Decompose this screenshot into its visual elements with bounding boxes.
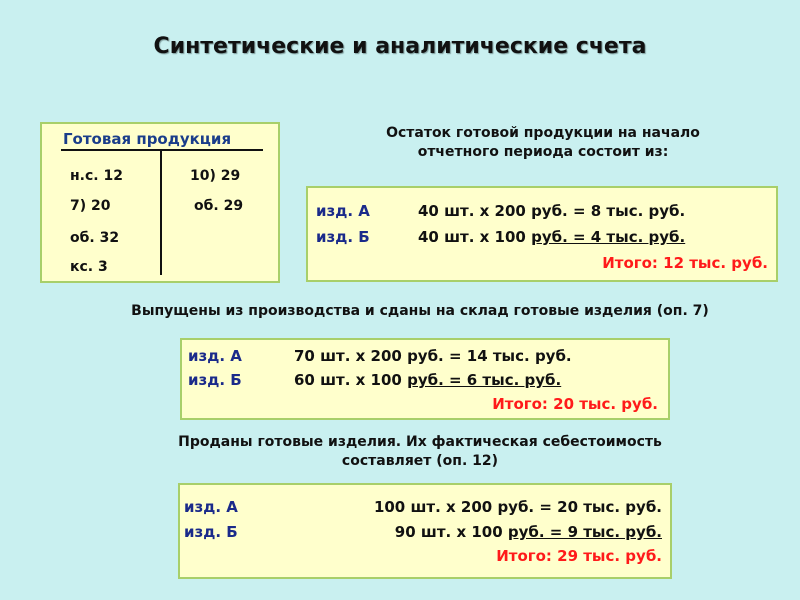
product-label: изд. Б	[184, 523, 238, 541]
product-label: изд. А	[184, 498, 238, 516]
sold-box	[178, 483, 672, 579]
calc-text-underlined: руб. = 6 тыс. руб.	[407, 371, 562, 389]
sold-total: Итого: 29 тыс. руб.	[496, 547, 662, 565]
opening-row-a-calc	[418, 202, 685, 220]
sold-row-a-calc	[374, 498, 662, 516]
t-account-box	[40, 122, 280, 283]
calc-text: 40 шт. х 100	[418, 228, 532, 246]
sold-caption	[100, 433, 740, 471]
produced-row-a-calc	[294, 347, 572, 365]
opening-caption	[318, 124, 768, 162]
sold-row-b	[184, 523, 238, 541]
t-account-debit-entry: н.с. 12	[70, 168, 123, 184]
product-label: изд. Б	[316, 228, 370, 246]
calc-text-underlined: руб. = 9 тыс. руб.	[507, 523, 662, 541]
produced-caption: Выпущены из производства и сданы на склад готовые изделия (оп. 7)	[131, 303, 709, 319]
t-account-horizontal-line	[61, 149, 263, 151]
produced-total: Итого: 20 тыс. руб.	[492, 395, 658, 413]
t-account-debit-entry: 7) 20	[70, 198, 111, 214]
t-account-header: Готовая продукция	[63, 130, 232, 148]
calc-text: 90 шт. х 100	[394, 523, 508, 541]
opening-balance-box	[306, 186, 778, 282]
opening-row-b-calc	[418, 228, 685, 246]
calc-text-underlined: руб. = 4 тыс. руб.	[531, 228, 686, 246]
calc-text: 60 шт. х 100	[294, 371, 408, 389]
sold-caption-line: Проданы готовые изделия. Их фактическая себестоимость	[178, 434, 662, 450]
product-label: изд. Б	[188, 371, 242, 389]
opening-caption-line: отчетного периода состоит из:	[417, 144, 669, 160]
produced-row-a	[188, 347, 242, 365]
produced-box	[180, 338, 670, 420]
product-label: изд. А	[188, 347, 242, 365]
t-account-debit-entry: об. 32	[70, 230, 120, 246]
t-account-debit-entry: кс. 3	[70, 259, 108, 275]
sold-row-b-calc	[395, 523, 662, 541]
calc-text: 100 шт. х 200 руб. = 20 тыс. руб.	[373, 498, 662, 516]
opening-row-a	[316, 202, 370, 220]
sold-row-a	[184, 498, 238, 516]
opening-total: Итого: 12 тыс. руб.	[602, 254, 768, 272]
t-account-vertical-line	[160, 149, 162, 275]
calc-text: 40 шт. х 200 руб. = 8 тыс. руб.	[418, 202, 686, 220]
t-account-credit-entry: 10) 29	[190, 168, 241, 184]
produced-row-b-calc	[294, 371, 561, 389]
produced-row-b	[188, 371, 242, 389]
t-account-credit-entry: об. 29	[194, 198, 244, 214]
calc-text: 70 шт. х 200 руб. = 14 тыс. руб.	[294, 347, 572, 365]
opening-caption-line: Остаток готовой продукции на начало	[386, 125, 700, 141]
sold-caption-line: составляет (оп. 12)	[341, 453, 499, 469]
slide-title: Синтетические и аналитические счета	[153, 34, 647, 59]
product-label: изд. А	[316, 202, 370, 220]
opening-row-b	[316, 228, 370, 246]
